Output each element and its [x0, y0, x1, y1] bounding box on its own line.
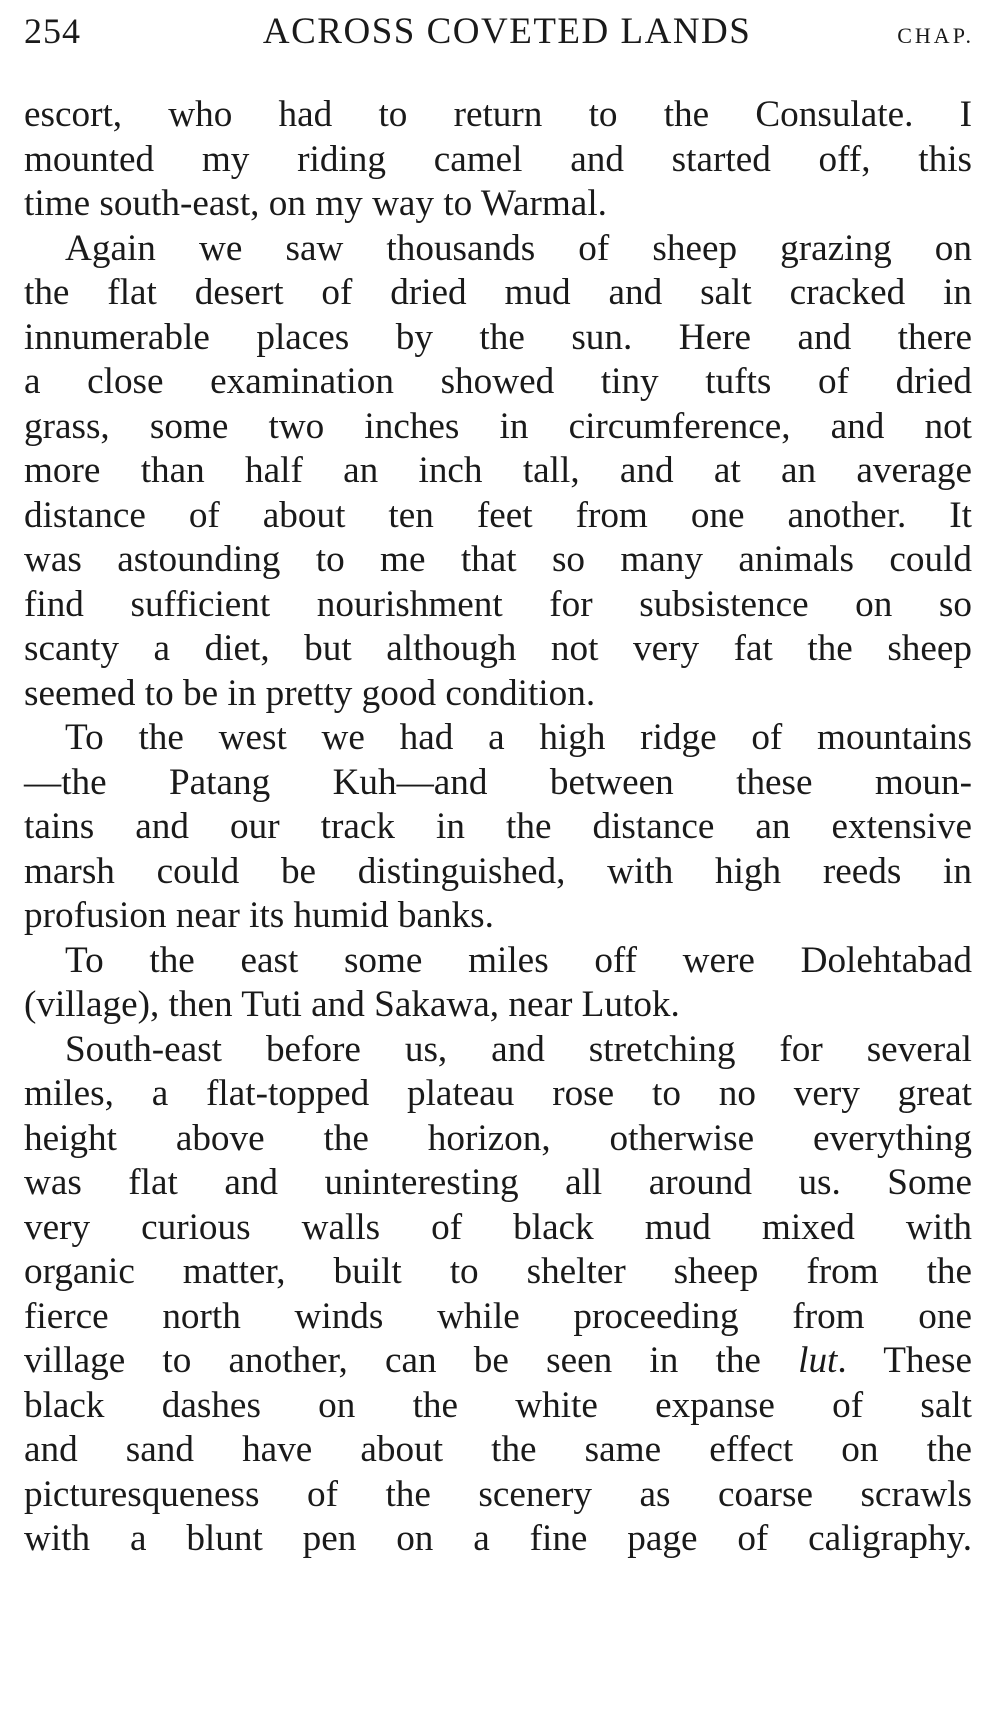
text-line: time south-east, on my way to Warmal. — [24, 183, 607, 224]
text-line: fierce north winds while proceeding from one — [24, 1295, 972, 1337]
text-line: marsh could be distinguished, with high reeds in — [24, 850, 972, 892]
text-line: grass, some two inches in circumference, and not — [24, 405, 972, 447]
text-line: mounted my riding camel and started off, this — [24, 138, 972, 180]
text-line: scanty a diet, but although not very fat the sheep — [24, 628, 972, 669]
text-line: escort, who had to return to the Consulate. I — [24, 94, 972, 135]
text-line: a close examination showed tiny tufts of dried — [24, 361, 972, 402]
chapter-label: CHAP. — [897, 23, 974, 48]
text-fragment: . These — [837, 1340, 973, 1381]
running-title: ACROSS COVETED LANDS — [262, 11, 752, 52]
text-line: To the east some miles off were Dolehtabad — [65, 939, 972, 981]
paragraph — [24, 1028, 972, 1562]
paragraph — [24, 93, 972, 227]
text-line: profusion near its humid banks. — [24, 895, 494, 936]
text-line: seemed to be in pretty good condition. — [24, 672, 596, 714]
text-line: was astounding to me that so many animals could — [24, 539, 972, 580]
italic-word: lut — [798, 1340, 838, 1381]
text-line: picturesqueness of the scenery as coarse scrawls — [24, 1473, 972, 1515]
text-line: South-east before us, and stretching for several — [65, 1028, 972, 1070]
text-line: (village), then Tuti and Sakawa, near Lutok. — [24, 984, 680, 1025]
text-line: distance of about ten feet from one another. It — [24, 494, 972, 536]
paragraph — [24, 939, 972, 1028]
text-line: find sufficient nourishment for subsistence on so — [24, 583, 972, 625]
text-line: innumerable places by the sun. Here and there — [24, 316, 972, 358]
text-line: tains and our track in the distance an extensive — [24, 806, 972, 847]
text-fragment: village to another, can be seen in the — [24, 1340, 799, 1381]
text-line: miles, a flat-topped plateau rose to no very great — [24, 1073, 972, 1114]
paragraph — [24, 227, 972, 717]
text-line: more than half an inch tall, and at an average — [24, 450, 972, 491]
text-line: black dashes on the white expanse of salt — [24, 1384, 972, 1426]
text-line: very curious walls of black mud mixed with — [24, 1206, 972, 1248]
text-line-with-italic — [24, 1339, 972, 1384]
text-line: Again we saw thousands of sheep grazing on — [65, 227, 972, 269]
text-line: —the Patang Kuh—and between these moun- — [24, 761, 972, 803]
text-line: organic matter, built to shelter sheep from the — [24, 1251, 972, 1292]
text-line: height above the horizon, otherwise everything — [24, 1117, 972, 1159]
text-line: was flat and uninteresting all around us. Some — [24, 1162, 972, 1203]
text-line: with a blunt pen on a fine page of caligraphy. — [24, 1518, 972, 1559]
text-line: To the west we had a high ridge of mountains — [65, 717, 972, 758]
paragraph — [24, 716, 972, 939]
text-line: and sand have about the same effect on the — [24, 1429, 972, 1470]
text-line: the flat desert of dried mud and salt cracked in — [24, 272, 972, 313]
page-header — [24, 10, 974, 70]
page-number: 254 — [24, 11, 81, 51]
body-text — [24, 93, 972, 1562]
